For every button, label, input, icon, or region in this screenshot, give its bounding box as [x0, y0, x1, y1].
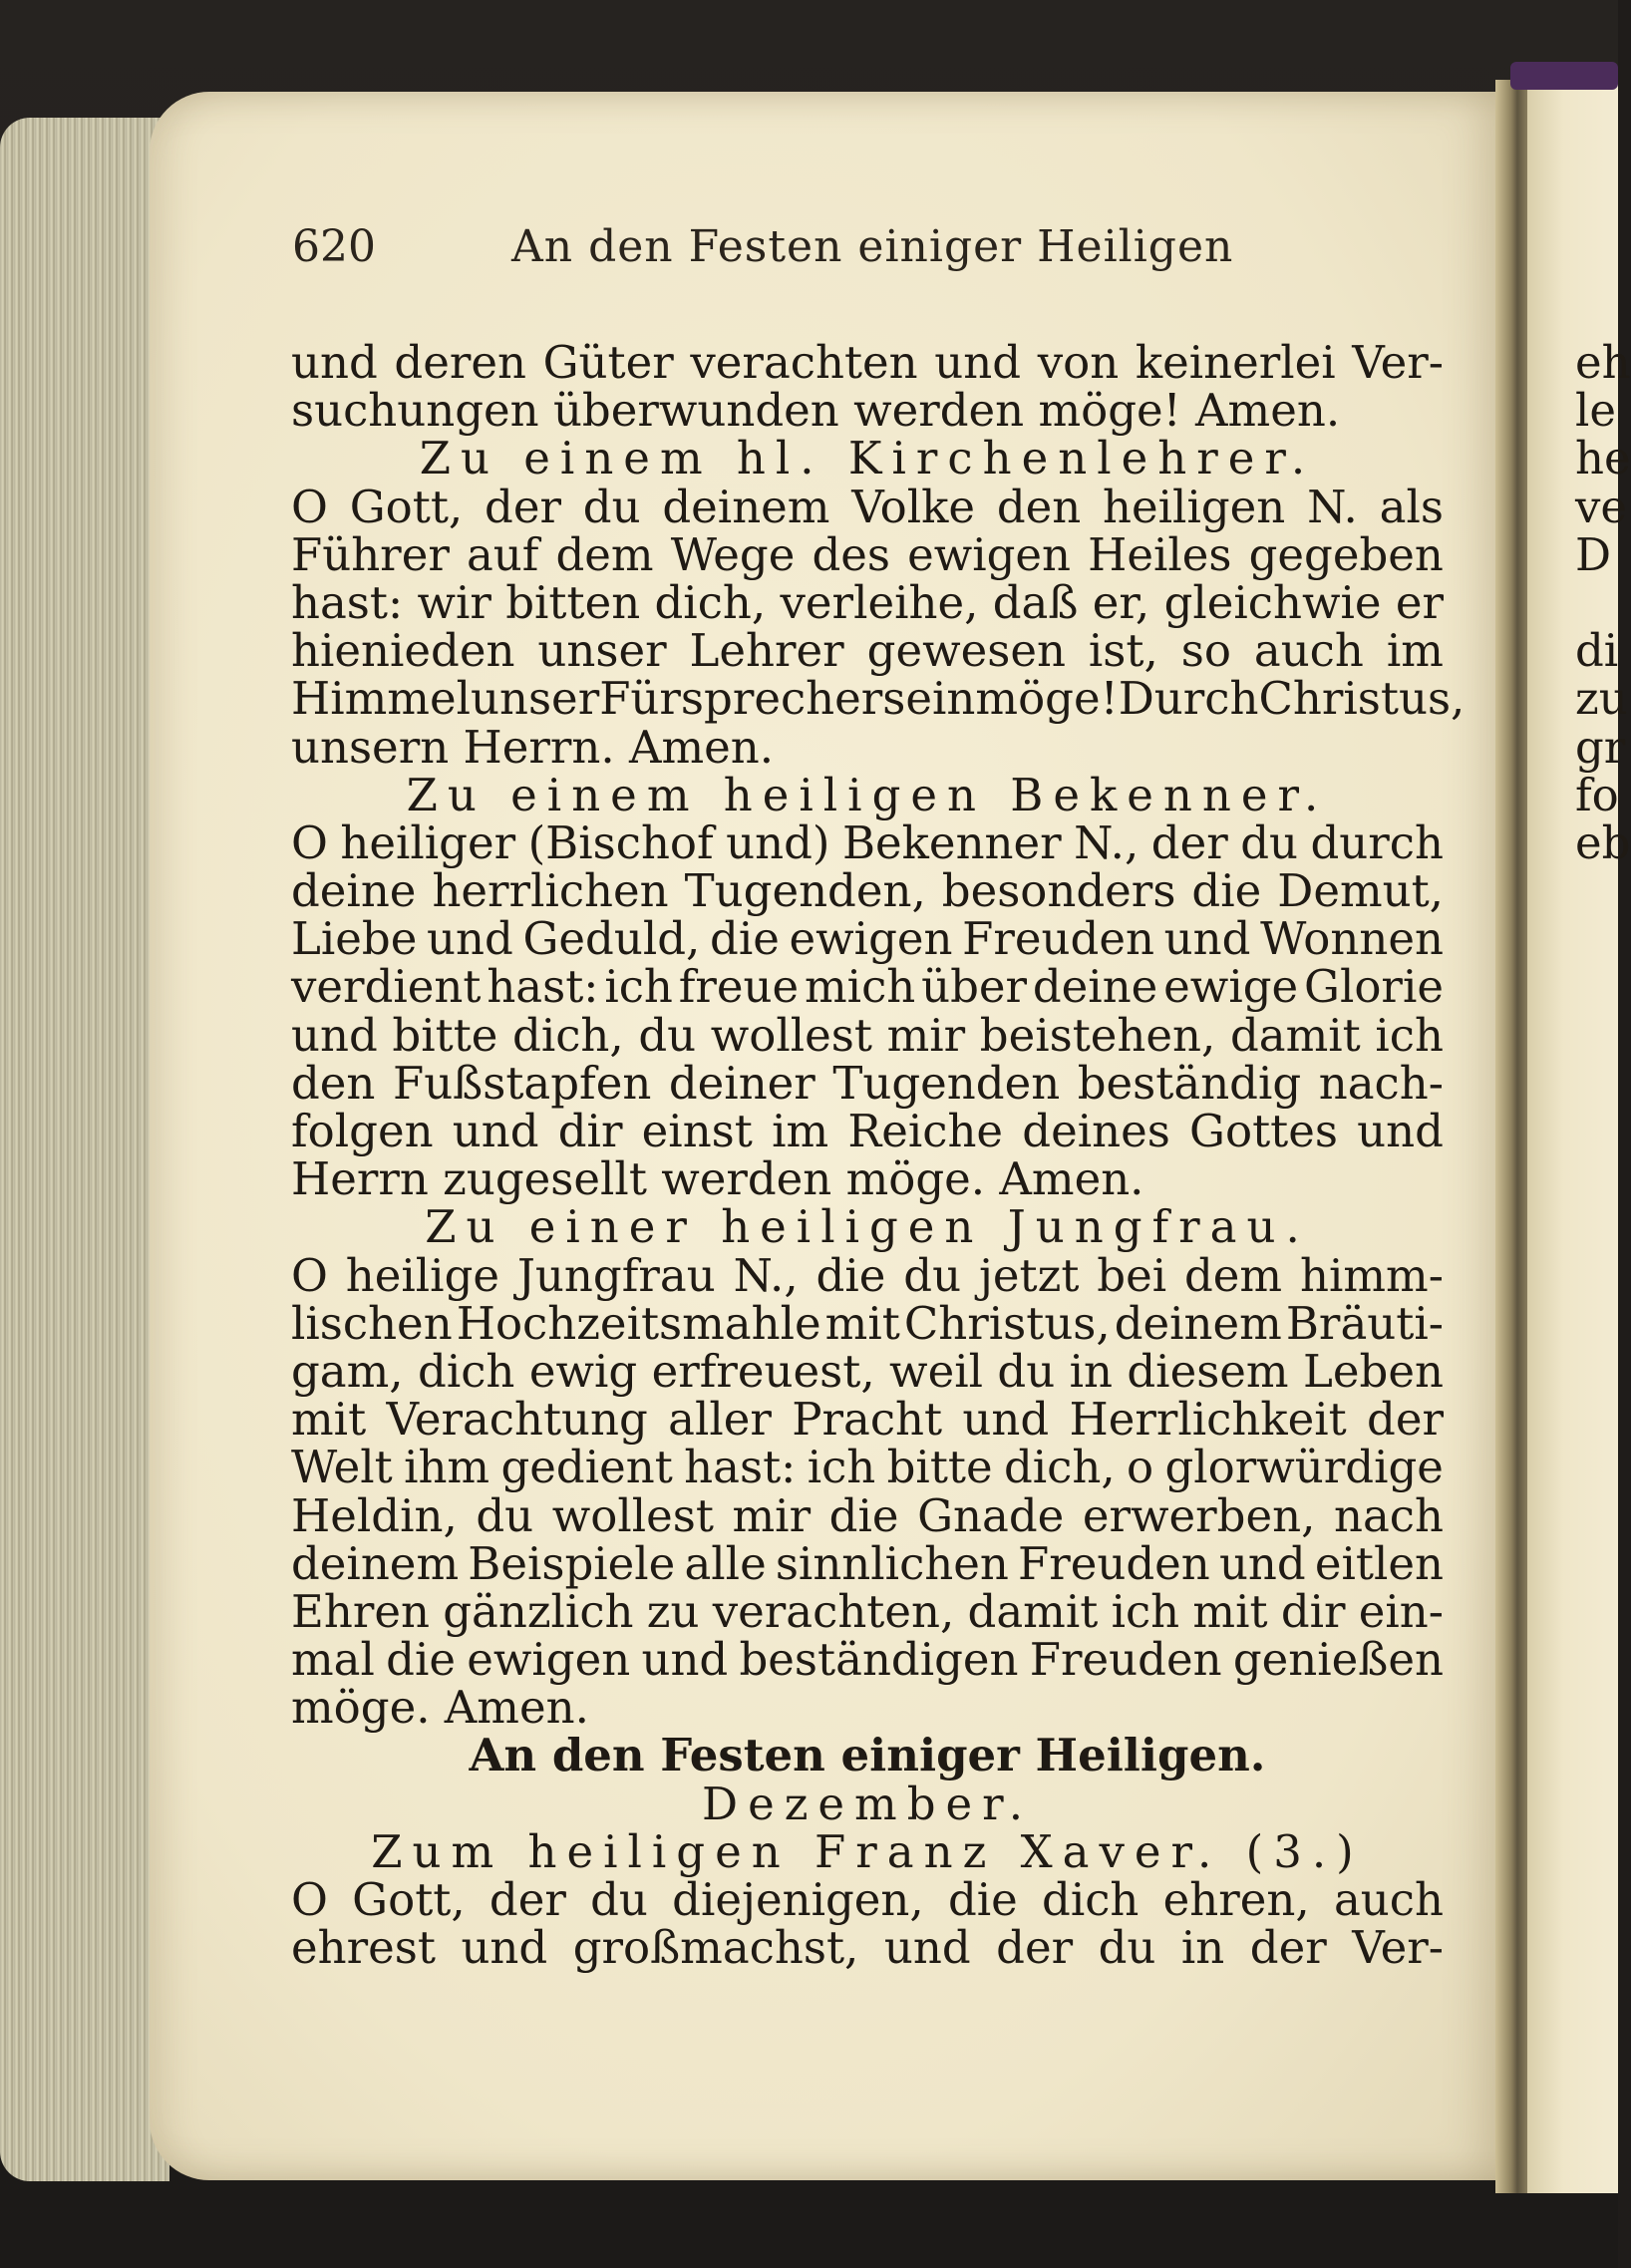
word: o [1127, 1441, 1154, 1494]
word: einst [641, 1105, 753, 1157]
word: der [489, 1873, 566, 1926]
word: du [903, 1248, 962, 1302]
text-line: Dezember. [701, 1777, 1034, 1830]
word: ich [1375, 1008, 1444, 1062]
word: gleichwie [1163, 575, 1382, 629]
word: bitte [392, 1008, 498, 1062]
word: Himmel [291, 672, 471, 726]
word: dir [1280, 1584, 1346, 1638]
facing-fragment: he [1575, 432, 1631, 486]
word: ewigen [907, 527, 1072, 581]
page-body-text [291, 336, 1466, 1975]
word: auf [466, 527, 539, 581]
text-line [291, 815, 1444, 869]
word: die [1191, 864, 1262, 918]
word: und [291, 1008, 378, 1062]
word: dem [555, 527, 654, 581]
word: von [1037, 336, 1120, 389]
text-line [291, 575, 1444, 629]
text-line [291, 1584, 1444, 1638]
word: folgen [291, 1105, 434, 1157]
facing-fragment: zu [1575, 672, 1628, 726]
word: Gottes [1189, 1105, 1338, 1157]
text-line [291, 1105, 1444, 1157]
text-line [291, 672, 1466, 726]
word: Führer [291, 527, 450, 581]
word: deinem [1114, 1296, 1282, 1350]
word: ehrest [291, 1921, 436, 1975]
word: und [962, 1393, 1050, 1447]
word: damit [1229, 1008, 1361, 1062]
facing-fragment: ve [1575, 480, 1628, 533]
word: und [1357, 1105, 1444, 1157]
word: und [427, 912, 513, 966]
word: mit [291, 1393, 367, 1447]
word: mit [1192, 1584, 1268, 1638]
word: du [1240, 815, 1298, 869]
word: ich [604, 960, 673, 1014]
word: Ver- [1352, 1921, 1444, 1975]
text-line [291, 480, 1444, 533]
word: mit [824, 1296, 900, 1350]
word: Volke [851, 480, 976, 533]
word: jetzt [978, 1248, 1080, 1302]
facing-fragment: eb [1575, 815, 1631, 869]
word: verachten, [712, 1584, 955, 1638]
page-header [292, 221, 1289, 281]
text-line [291, 1296, 1444, 1350]
word: freue [678, 960, 800, 1014]
text-line: möge. Amen. [291, 1681, 589, 1735]
text-line [291, 960, 1444, 1014]
word: Lehrer [689, 624, 844, 678]
word: Gott, [349, 480, 464, 533]
word: gedient [500, 1441, 673, 1494]
word: glorwürdige [1164, 1441, 1444, 1494]
word: Welt [291, 1441, 393, 1494]
word: O [291, 1248, 328, 1302]
word: und [291, 336, 378, 389]
word: O [291, 480, 328, 533]
word: N. [1307, 480, 1358, 533]
page-number: 620 [292, 221, 376, 272]
word: Pracht [792, 1393, 943, 1447]
word: N., [733, 1248, 799, 1302]
word: du [582, 480, 641, 533]
text-line: Zu einem hl. Kirchenlehrer. [419, 432, 1316, 486]
text-line [291, 1488, 1444, 1542]
word: deiner [668, 1056, 816, 1110]
word: hast: [487, 960, 599, 1014]
word: ewig [528, 1344, 638, 1398]
word: Beispiele [468, 1536, 676, 1590]
word: der [1249, 1921, 1327, 1975]
text-line: Zum heiligen Franz Xaver. (3.) [371, 1824, 1364, 1878]
word: und [461, 1921, 548, 1975]
word: Hochzeitsmahle [456, 1296, 821, 1350]
word: ewigen [467, 1633, 631, 1687]
word: himm- [1299, 1248, 1444, 1302]
word: über [921, 960, 1028, 1014]
word: bitten [505, 575, 641, 629]
word: und [1218, 1536, 1306, 1590]
word: du [997, 1344, 1056, 1398]
facing-fragment: D [1575, 527, 1612, 581]
word: (Bischof [527, 815, 714, 869]
word: Demut, [1277, 864, 1444, 918]
word: auch [1253, 624, 1364, 678]
word: und) [726, 815, 830, 869]
word: als [1379, 480, 1444, 533]
word: du [1098, 1921, 1156, 1975]
word: im [772, 1105, 829, 1157]
word: dich [1042, 1873, 1140, 1926]
word: heiligen [1103, 480, 1286, 533]
word: hast: [291, 575, 404, 629]
word: Güter [542, 336, 674, 389]
word: Verachtung [386, 1393, 648, 1447]
word: dich [418, 1344, 515, 1398]
word: zu [646, 1584, 700, 1638]
text-line [291, 1441, 1444, 1494]
facing-fragment: di [1575, 624, 1619, 678]
word: wollest [710, 1008, 872, 1062]
word: deine [1032, 960, 1158, 1014]
word: erwerben, [1082, 1488, 1316, 1542]
word: die [816, 1248, 886, 1302]
word: Gott, [352, 1873, 466, 1926]
word: verachten [690, 336, 918, 389]
word: herrlichen [432, 864, 669, 918]
word: unser [537, 624, 667, 678]
word: du [590, 1873, 648, 1926]
word: bei [1097, 1248, 1167, 1302]
word: ich [1111, 1584, 1180, 1638]
word: Freuden [1029, 1633, 1222, 1687]
word: verleihe, [780, 575, 979, 629]
word: besonders [941, 864, 1176, 918]
text-line: unsern Herrn. Amen. [291, 720, 775, 774]
text-line [291, 1921, 1444, 1975]
word: ihm [404, 1441, 490, 1494]
word: und [1163, 912, 1251, 966]
word: Fußstapfen [392, 1056, 652, 1110]
word: ewigen [789, 912, 953, 966]
text-line: suchungen überwunden werden möge! Amen. [291, 384, 1341, 438]
word: Ver- [1352, 336, 1444, 389]
text-line [291, 1008, 1444, 1062]
word: Ehren [291, 1584, 430, 1638]
word: die [828, 1488, 899, 1542]
text-line: Herrn zugesellt werden möge. Amen. [291, 1152, 1144, 1206]
word: daß [992, 575, 1079, 629]
word: diesem [1127, 1344, 1289, 1398]
word: ich [807, 1441, 876, 1494]
word: hast: [684, 1441, 797, 1494]
word: ist, [1088, 624, 1158, 678]
word: Bräuti- [1285, 1296, 1444, 1350]
word: Christus, [1258, 672, 1466, 726]
word: Durch [1118, 672, 1259, 726]
facing-fragment: fo [1575, 768, 1619, 821]
word: großmachst, [572, 1921, 859, 1975]
text-line: Zu einem heiligen Bekenner. [406, 768, 1329, 821]
facing-fragment: eh [1575, 336, 1631, 389]
word: weil [889, 1344, 983, 1398]
facing-fragment: le [1575, 384, 1617, 438]
word: wir [417, 575, 491, 629]
word: du [638, 1008, 697, 1062]
word: deine [291, 864, 417, 918]
word: mich [805, 960, 916, 1014]
word: Heldin, [291, 1488, 458, 1542]
text-line [291, 527, 1444, 581]
word: Christus, [903, 1296, 1111, 1350]
word: Heiles [1088, 527, 1232, 581]
word: und [883, 1921, 971, 1975]
text-line [291, 912, 1444, 966]
word: dich, [654, 575, 767, 629]
word: N., [1074, 815, 1140, 869]
word: gegeben [1248, 527, 1444, 581]
word: alle [684, 1536, 767, 1590]
word: Tugenden [832, 1056, 1061, 1110]
word: Gnade [917, 1488, 1065, 1542]
word: ewige [1163, 960, 1299, 1014]
facing-fragment: gr [1575, 720, 1626, 774]
word: und [641, 1633, 729, 1687]
text-line [291, 624, 1444, 678]
word: keinerlei [1135, 336, 1336, 389]
word: die [386, 1633, 456, 1687]
word: Reiche [847, 1105, 1004, 1157]
word: heilige [345, 1248, 500, 1302]
word: die [710, 912, 780, 966]
word: Fürsprecher [599, 672, 883, 726]
word: genießen [1232, 1633, 1444, 1687]
word: beistehen, [979, 1008, 1216, 1062]
running-title: An den Festen einiger Heiligen [511, 221, 1234, 272]
word: den [291, 1056, 376, 1110]
word: der [485, 480, 561, 533]
text-line [291, 1344, 1444, 1398]
word: aller [668, 1393, 772, 1447]
word: dem [1184, 1248, 1283, 1302]
word: der [1150, 815, 1228, 869]
word: beständigen [739, 1633, 1019, 1687]
word: die [947, 1873, 1018, 1926]
word: mir [732, 1488, 812, 1542]
word: im [1386, 624, 1444, 678]
text-line: Zu einer heiligen Jungfrau. [425, 1200, 1310, 1254]
word: Tugenden, [684, 864, 926, 918]
word: Wonnen [1260, 912, 1444, 966]
facing-fragment [1575, 579, 1618, 627]
text-line [291, 1873, 1444, 1926]
word: wollest [551, 1488, 714, 1542]
word: Geduld, [522, 912, 701, 966]
word: deinem [291, 1536, 460, 1590]
word: dir [557, 1105, 623, 1157]
word: Liebe [291, 912, 418, 966]
word: und [452, 1105, 539, 1157]
word: durch [1310, 815, 1444, 869]
word: er [1395, 575, 1444, 629]
word: er, [1092, 575, 1150, 629]
word: ein- [1358, 1584, 1444, 1638]
word: Freuden [1018, 1536, 1210, 1590]
text-line [291, 864, 1444, 918]
word: O [291, 1873, 328, 1926]
word: Jungfrau [516, 1248, 716, 1302]
word: damit [967, 1584, 1099, 1638]
word: der [1367, 1393, 1444, 1447]
text-line: An den Festen einiger Heiligen. [469, 1729, 1266, 1782]
word: hienieden [291, 624, 515, 678]
word: in [1180, 1921, 1225, 1975]
word: Freuden [962, 912, 1154, 966]
word: gam, [291, 1344, 404, 1398]
word: der [996, 1921, 1074, 1975]
word: verdient [291, 960, 482, 1014]
word: in [1069, 1344, 1113, 1398]
word: sinnlichen [775, 1536, 1009, 1590]
word: Bekenner [841, 815, 1062, 869]
word: nach [1333, 1488, 1444, 1542]
word: erfreuest, [651, 1344, 875, 1398]
word: eitlen [1314, 1536, 1444, 1590]
word: beständig [1077, 1056, 1302, 1110]
text-line [291, 1248, 1444, 1302]
word: ehren, [1162, 1873, 1310, 1926]
word: heiliger [340, 815, 516, 869]
text-line [291, 1393, 1444, 1447]
page-edges [0, 118, 169, 2181]
word: den [996, 480, 1082, 533]
word: bitte [886, 1441, 993, 1494]
word: deines [1022, 1105, 1170, 1157]
word: deinem [662, 480, 830, 533]
word: Leben [1303, 1344, 1444, 1398]
word: Wege [670, 527, 796, 581]
word: O [291, 815, 328, 869]
facing-page-text [1575, 336, 1631, 869]
word: mir [886, 1008, 966, 1062]
word: du [476, 1488, 534, 1542]
word: und [934, 336, 1022, 389]
word: auch [1333, 1873, 1444, 1926]
text-line [291, 336, 1444, 389]
word: dich, [512, 1008, 624, 1062]
word: lischen [291, 1296, 453, 1350]
word: so [1180, 624, 1231, 678]
word: unser [471, 672, 600, 726]
word: nach- [1318, 1056, 1444, 1110]
word: mal [291, 1633, 375, 1687]
bookmark-ribbon [1510, 62, 1618, 90]
text-line [291, 1536, 1444, 1590]
word: diejenigen, [672, 1873, 924, 1926]
word: Herrlichkeit [1069, 1393, 1347, 1447]
text-line [291, 1056, 1444, 1110]
text-line [291, 1633, 1444, 1687]
word: dich, [1003, 1441, 1116, 1494]
word: gänzlich [443, 1584, 634, 1638]
word: sein [882, 672, 976, 726]
word: möge! [975, 672, 1119, 726]
word: gewesen [866, 624, 1066, 678]
word: Glorie [1304, 960, 1444, 1014]
word: deren [394, 336, 526, 389]
word: des [812, 527, 890, 581]
